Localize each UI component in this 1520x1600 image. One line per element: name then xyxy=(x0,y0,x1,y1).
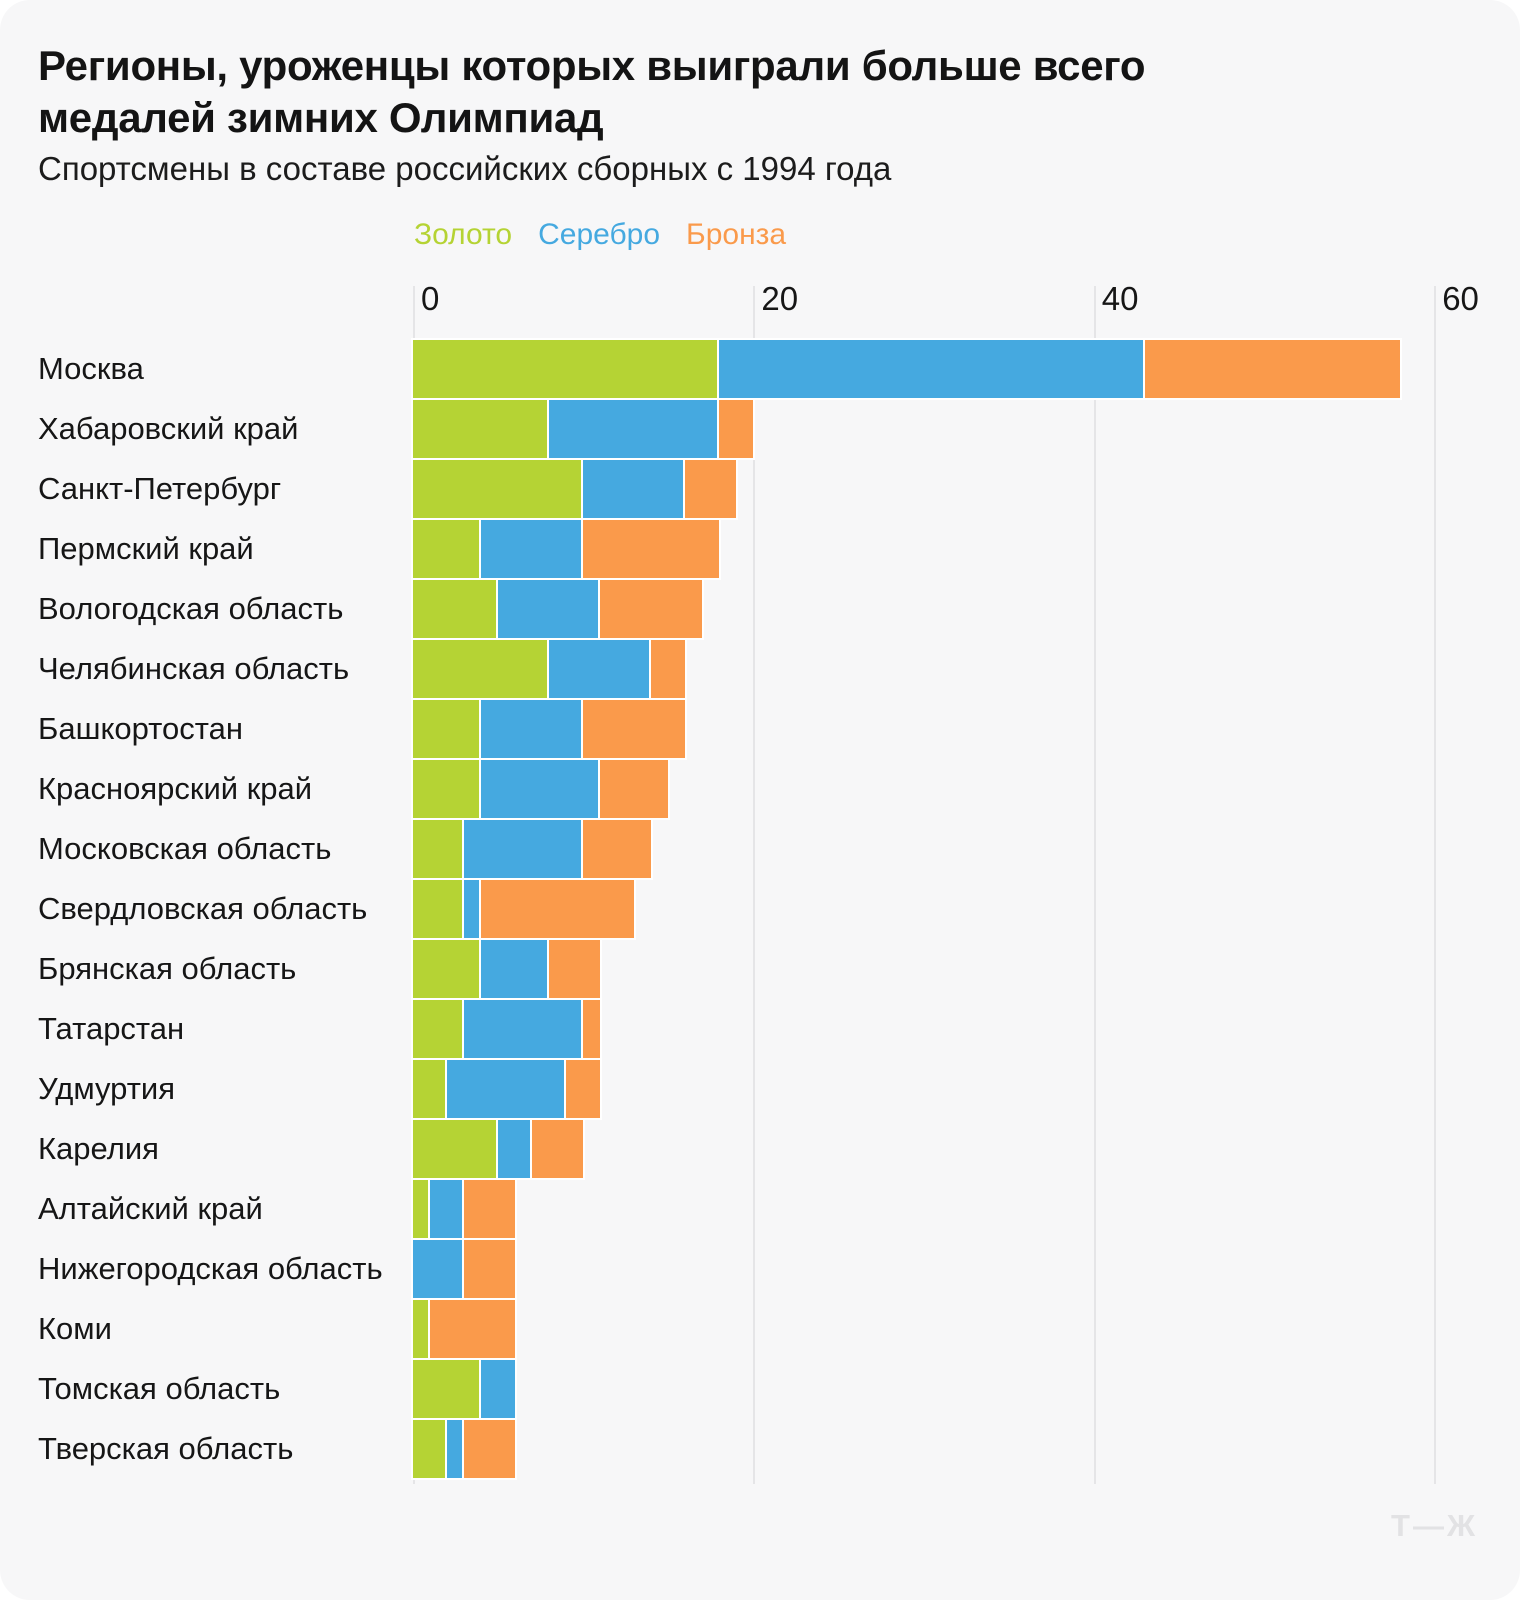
category-label: Удмуртия xyxy=(38,1071,176,1106)
bar-row xyxy=(413,1240,515,1298)
category-label: Башкортостан xyxy=(38,711,243,746)
category-label: Татарстан xyxy=(38,1011,185,1046)
bar-segment-bronze xyxy=(583,820,651,878)
gridline-60 xyxy=(1434,286,1436,1484)
x-tick-label-60: 60 xyxy=(1442,280,1479,317)
bar-segment-silver xyxy=(464,880,481,938)
bar-segment-gold xyxy=(413,1120,498,1178)
bar-row xyxy=(413,1120,583,1178)
bar-segment-bronze xyxy=(532,1120,583,1178)
x-tick-label-0: 0 xyxy=(421,280,440,317)
bar-segment-silver xyxy=(481,520,583,578)
bar-segment-silver xyxy=(481,700,583,758)
category-label: Тверская область xyxy=(38,1431,294,1466)
bar-segment-gold xyxy=(413,1360,481,1418)
chart-subtitle: Спортсмены в составе российских сборных с 1994 года xyxy=(38,150,892,187)
bar-segment-gold xyxy=(413,400,549,458)
bar-row xyxy=(413,1360,515,1418)
bar-segment-silver xyxy=(481,1360,515,1418)
bar-segment-gold xyxy=(413,760,481,818)
bar-segment-bronze xyxy=(583,520,719,578)
bar-segment-bronze xyxy=(719,400,753,458)
legend-item-silver: Серебро xyxy=(538,218,661,251)
bar-row xyxy=(413,520,719,578)
chart-title: Регионы, уроженцы которых выиграли больше всего медалей зимних Олимпиад xyxy=(38,42,1146,142)
category-label: Коми xyxy=(38,1311,112,1346)
category-label: Пермский край xyxy=(38,531,254,566)
bar-segment-bronze xyxy=(651,640,685,698)
bar-segment-gold xyxy=(413,640,549,698)
bar-segment-silver xyxy=(719,340,1145,398)
gridline-40 xyxy=(1094,286,1096,1484)
bar-row xyxy=(413,640,685,698)
bar-segment-gold xyxy=(413,1060,447,1118)
bar-segment-bronze xyxy=(583,700,685,758)
category-label: Хабаровский край xyxy=(38,411,299,446)
bar-row xyxy=(413,820,651,878)
category-label: Карелия xyxy=(38,1131,159,1166)
bar-segment-bronze xyxy=(464,1420,515,1478)
bar-segment-gold xyxy=(413,1180,430,1238)
category-label: Красноярский край xyxy=(38,771,313,806)
bar-segment-gold xyxy=(413,940,481,998)
bar-row xyxy=(413,1180,515,1238)
gridline-20 xyxy=(753,286,755,1484)
legend-item-bronze: Бронза xyxy=(686,218,787,251)
bar-segment-silver xyxy=(498,1120,532,1178)
category-label: Санкт-Петербург xyxy=(38,471,282,506)
bar-row xyxy=(413,1300,515,1358)
category-label: Москва xyxy=(38,351,144,386)
bar-segment-silver xyxy=(549,640,651,698)
bar-segment-silver xyxy=(481,760,600,818)
bar-row xyxy=(413,880,634,938)
bar-segment-bronze xyxy=(1145,340,1400,398)
bar-segment-silver xyxy=(498,580,600,638)
bar-row xyxy=(413,1420,515,1478)
bar-segment-gold xyxy=(413,580,498,638)
bar-row xyxy=(413,460,736,518)
bar-segment-gold xyxy=(413,1420,447,1478)
tj-logo: Т—Ж xyxy=(1391,1508,1478,1543)
bar-segment-silver xyxy=(549,400,719,458)
category-label: Челябинская область xyxy=(38,651,350,686)
category-label: Брянская область xyxy=(38,951,297,986)
category-label: Алтайский край xyxy=(38,1191,263,1226)
bar-segment-gold xyxy=(413,1300,430,1358)
bar-segment-silver xyxy=(430,1180,464,1238)
bar-row xyxy=(413,340,1400,398)
bar-segment-bronze xyxy=(600,580,702,638)
bar-segment-bronze xyxy=(685,460,736,518)
bar-row xyxy=(413,1000,600,1058)
bar-segment-gold xyxy=(413,820,464,878)
bar-row xyxy=(413,940,600,998)
x-tick-label-20: 20 xyxy=(761,280,799,317)
category-label: Вологодская область xyxy=(38,591,344,626)
bar-segment-silver xyxy=(481,940,549,998)
bar-segment-gold xyxy=(413,520,481,578)
bar-row xyxy=(413,580,702,638)
bar-segment-bronze xyxy=(549,940,600,998)
bar-segment-bronze xyxy=(583,1000,600,1058)
bar-segment-silver xyxy=(447,1060,566,1118)
bar-segment-silver xyxy=(464,820,583,878)
bar-segment-silver xyxy=(447,1420,464,1478)
bar-segment-bronze xyxy=(430,1300,515,1358)
bar-segment-gold xyxy=(413,1000,464,1058)
bar-segment-silver xyxy=(413,1240,464,1298)
x-tick-label-40: 40 xyxy=(1101,280,1139,317)
bar-segment-gold xyxy=(413,340,719,398)
legend-item-gold: Золото xyxy=(414,218,513,251)
bar-segment-silver xyxy=(464,1000,583,1058)
category-label: Московская область xyxy=(38,831,332,866)
bar-segment-bronze xyxy=(566,1060,600,1118)
bar-row xyxy=(413,400,753,458)
bar-row xyxy=(413,1060,600,1118)
bar-row xyxy=(413,760,668,818)
bar-row xyxy=(413,700,685,758)
bar-segment-bronze xyxy=(600,760,668,818)
bar-segment-gold xyxy=(413,700,481,758)
bar-segment-gold xyxy=(413,880,464,938)
category-label: Нижегородская область xyxy=(38,1251,383,1286)
bar-segment-bronze xyxy=(464,1240,515,1298)
category-label: Свердловская область xyxy=(38,891,368,926)
bar-segment-bronze xyxy=(481,880,634,938)
bar-segment-bronze xyxy=(464,1180,515,1238)
bar-segment-gold xyxy=(413,460,583,518)
bar-segment-silver xyxy=(583,460,685,518)
category-label: Томская область xyxy=(38,1371,281,1406)
